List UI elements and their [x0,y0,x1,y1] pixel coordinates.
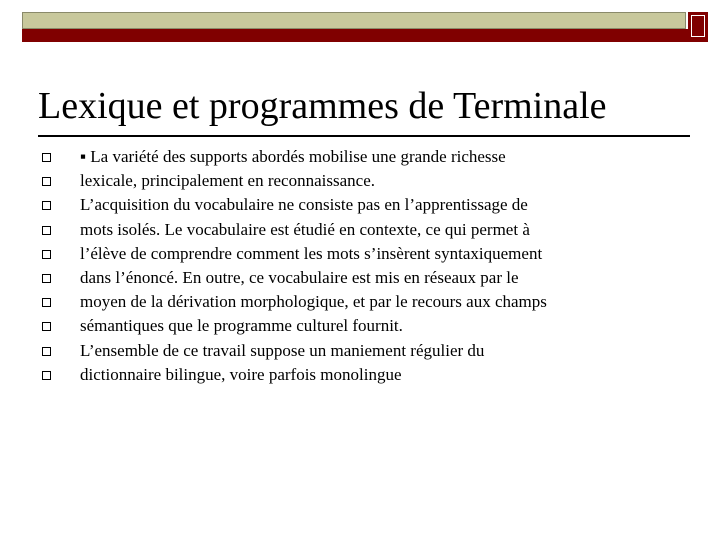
list-item [40,218,690,242]
list-item [40,145,690,169]
hollow-square-bullet-icon [42,298,51,307]
list-item-text: ▪ La variété des supports abordés mobilise une grande richesse [80,147,506,166]
list-item [40,339,690,363]
list-item-text: mots isolés. Le vocabulaire est étudié en contexte, ce qui permet à [80,219,530,239]
header-band [22,12,686,29]
list-item-text: dictionnaire bilingue, voire parfois monolingue [80,364,402,384]
list-item [40,314,690,338]
hollow-square-bullet-icon [42,201,51,210]
header-accent-band [22,29,708,42]
title-divider [38,135,690,137]
corner-square-icon [688,12,708,29]
slide-title: Lexique et programmes de Terminale [38,85,607,127]
list-item-text: L’ensemble de ce travail suppose un maniement régulier du [80,340,485,360]
list-item-text: lexicale, principalement en reconnaissance. [80,171,375,191]
header-decoration [22,12,708,42]
hollow-square-bullet-icon [42,153,51,162]
hollow-square-bullet-icon [42,177,51,186]
hollow-square-bullet-icon [42,226,51,235]
hollow-square-bullet-icon [42,274,51,283]
list-item [40,290,690,314]
hollow-square-bullet-icon [42,250,51,259]
hollow-square-bullet-icon [42,347,51,356]
hollow-square-bullet-icon [42,322,51,331]
list-item [40,363,690,387]
bullet-list [40,145,690,387]
list-item [40,266,690,290]
hollow-square-bullet-icon [42,371,51,380]
list-item-text: l’élève de comprendre comment les mots s’insèrent syntaxiquement [80,243,543,263]
list-item [40,242,690,266]
list-item-text: L’acquisition du vocabulaire ne consiste pas en l’apprentissage de [80,195,528,215]
list-item-text: moyen de la dérivation morphologique, et par le recours aux champs [80,292,547,312]
list-item-text: dans l’énoncé. En outre, ce vocabulaire est mis en réseaux par le [80,267,519,287]
list-item [40,193,690,217]
list-item-text: sémantiques que le programme culturel fournit. [80,316,403,336]
list-item [40,169,690,193]
